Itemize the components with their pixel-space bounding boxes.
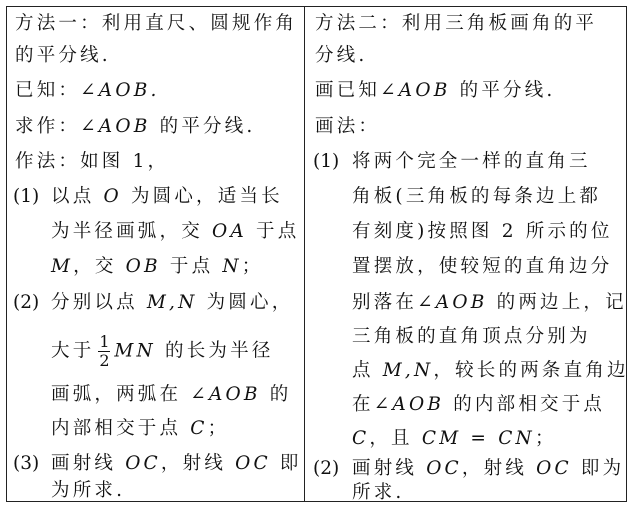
r-step1-line7: 点 M,N，较长的两条直角边 <box>352 360 629 381</box>
r-step1-number: (1) <box>313 151 340 172</box>
r-step1-line1: 将两个完全一样的直角三 <box>352 151 591 172</box>
r-step2-line2: 所求. <box>352 482 405 503</box>
method-one-title: 方法一：利用直尺、圆规作角 <box>15 13 298 34</box>
draw-method-label: 画法： <box>315 116 381 137</box>
step2-line2: 大于 $\frac{1}{2}$ MN 的长为半径 <box>51 332 274 370</box>
r-step1-line9: C，且 CM = CN； <box>352 428 557 449</box>
step3-line1: 画射线 OC，射线 OC 即 <box>51 453 302 474</box>
r-step1-line8: 在∠AOB 的内部相交于点 <box>352 394 606 415</box>
method-label: 作法：如图 1， <box>15 151 170 172</box>
r-step1-line2: 角板(三角板的每条边上都 <box>352 186 602 207</box>
step1-line2: 为半径画弧，交 OA 于点 <box>51 221 300 242</box>
method-one-column <box>7 7 305 501</box>
step1-number: (1) <box>13 186 40 207</box>
method-two-title-cont: 分线. <box>315 45 368 66</box>
step3-line2: 为所求. <box>51 480 126 501</box>
step2-number: (2) <box>13 292 40 313</box>
draw-given-line: 画已知∠AOB 的平分线. <box>315 80 556 101</box>
method-table <box>6 6 627 502</box>
r-step1-line5: 别落在∠AOB 的两边上，记 <box>352 292 627 313</box>
given-line: 已知：∠AOB. <box>15 80 160 101</box>
step2-line4: 内部相交于点 C； <box>51 418 230 439</box>
method-two-column <box>305 7 629 503</box>
method-two-title: 方法二：利用三角板画角的平 <box>315 13 598 34</box>
step1-line1: 以点 O 为圆心，适当长 <box>51 186 283 207</box>
ask-line: 求作：∠AOB 的平分线. <box>15 116 256 137</box>
step1-line3: M，交 OB 于点 N； <box>51 256 264 277</box>
r-step2-line1: 画射线 OC，射线 OC 即为 <box>352 458 625 479</box>
r-step1-line3: 有刻度)按照图 2 所示的位 <box>352 221 613 242</box>
r-step2-number: (2) <box>313 458 340 479</box>
step2-line3: 画弧，两弧在 ∠AOB 的 <box>51 384 292 405</box>
step2-line1: 分别以点 M,N 为圆心， <box>51 292 294 313</box>
step3-number: (3) <box>13 453 40 474</box>
method-one-title-cont: 的平分线. <box>15 45 111 66</box>
fraction-one-half: $\frac{1}{2}$ <box>99 332 110 370</box>
r-step1-line4: 置摆放，使较短的直角边分 <box>352 256 613 277</box>
r-step1-line6: 三角板的直角顶点分别为 <box>352 326 591 347</box>
